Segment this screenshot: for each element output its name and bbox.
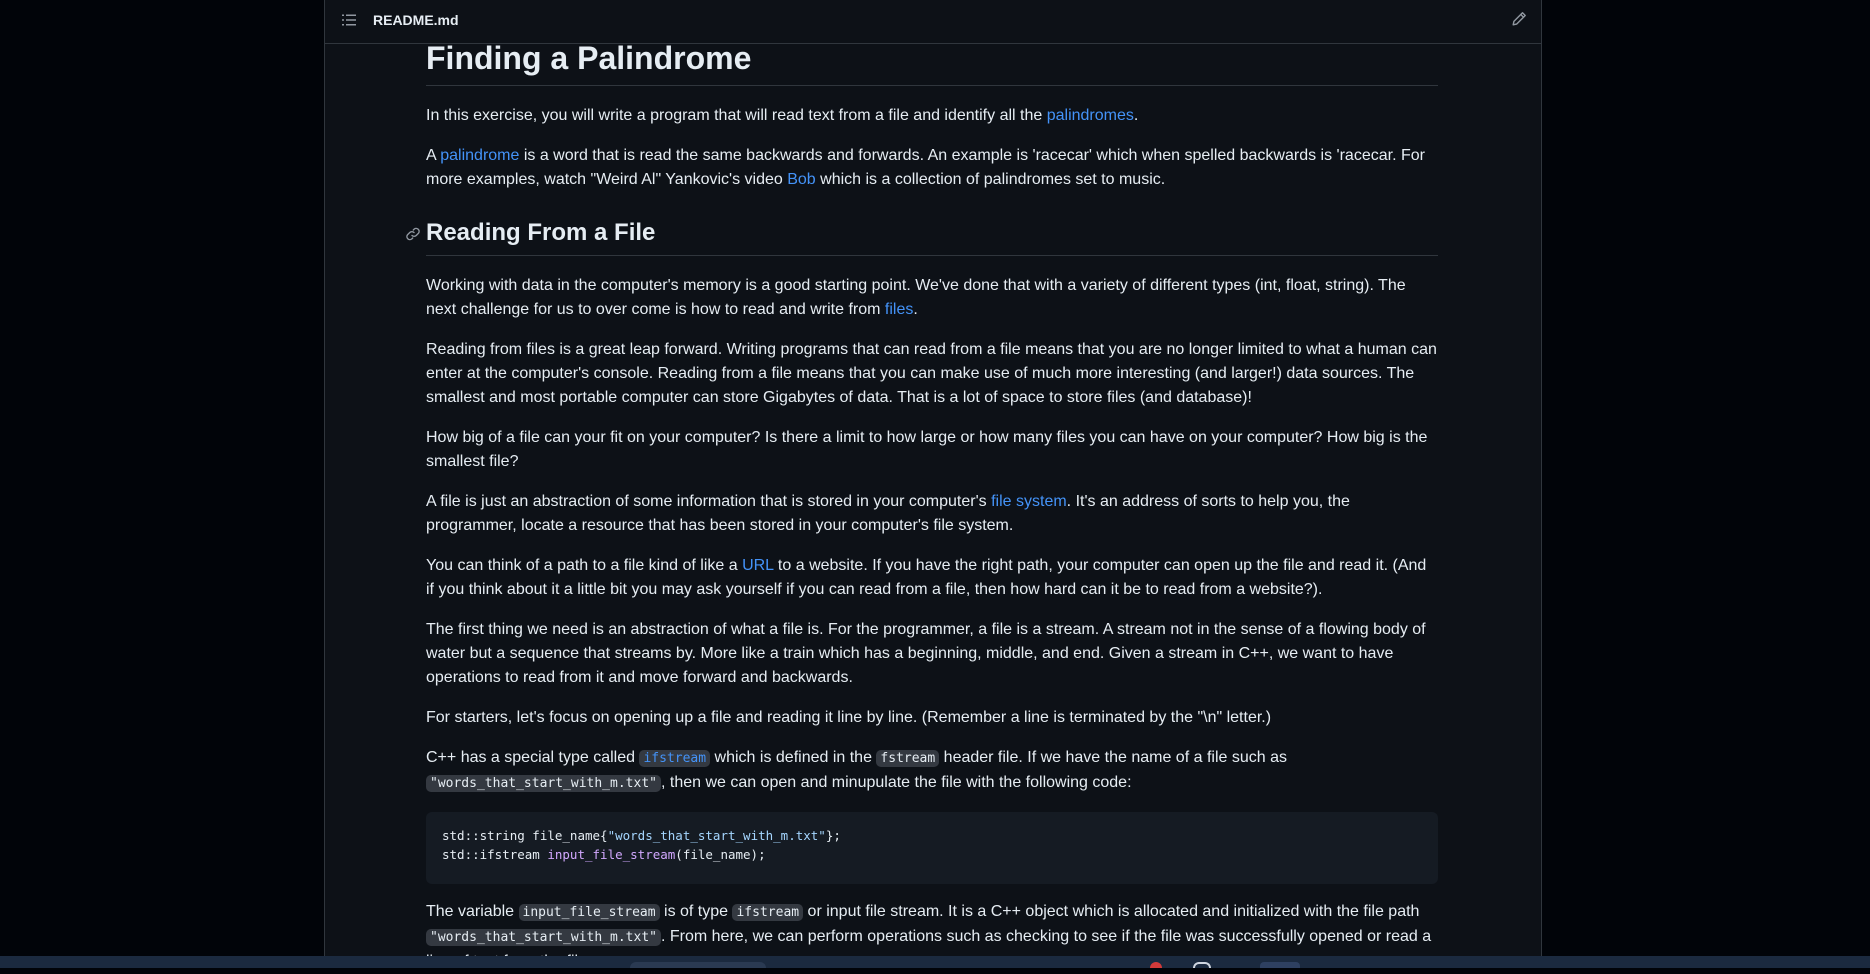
taskbar-search-icon[interactable] bbox=[1193, 962, 1211, 968]
paragraph-file-abstraction: A file is just an abstraction of some information that is stored in your computer's file system. It's an address of sorts to help you, the programmer, locate a resource that has been stored in your computer's file system. bbox=[426, 493, 1350, 534]
inline-code-filename: "words_that_start_with_m.txt" bbox=[426, 775, 661, 792]
paragraph-reading-from-files: Reading from files is a great leap forward. Writing programs that can read from a file means that you are no longer limited to what a human can enter at the computer's console. Reading from a file means that you can make use of much more interesting (and larger!) data sources. The smallest and most portable computer can store Gigabytes of data. That is a lot of space to store files (and database)! bbox=[426, 341, 1437, 406]
paragraph-working-with-data: Working with data in the computer's memory is a good starting point. We've done that with a variety of different types (int, float, string). The next challenge for us to over come is how to read and write from files. bbox=[426, 277, 1406, 318]
paragraph-palindrome-definition: A palindrome is a word that is read the same backwards and forwards. An example is 'racecar' which when spelled backwards is 'racecar. For more examples, watch "Weird Al" Yankovic's video Bob which is a collection of palindromes set to music. bbox=[426, 147, 1425, 188]
file-name: README.md bbox=[373, 12, 459, 28]
paragraph-path-url: You can think of a path to a file kind of like a URL to a website. If you have the right path, your computer can open up the file and read it. (And if you think about it a little bit you may ask yourself if you can read from a file, then how hard can it be to read from a website?). bbox=[426, 557, 1427, 598]
paragraph-intro: In this exercise, you will write a program that will read text from a file and identify all the palindromes. bbox=[426, 107, 1139, 124]
taskbar bbox=[0, 956, 1870, 968]
inline-code-ifstream-2: ifstream bbox=[732, 904, 803, 921]
code-block[interactable]: std::string file_name{"words_that_start_with_m.txt"}; std::ifstream input_file_stream(file_name); bbox=[426, 812, 1438, 884]
paragraph-how-big: How big of a file can your fit on your computer? Is there a limit to how large or how many files you can have on your computer? How big is the smallest file? bbox=[426, 429, 1428, 470]
list-unordered-icon[interactable] bbox=[341, 12, 357, 28]
paragraph-ifstream: C++ has a special type called ifstream which is defined in the fstream header file. If we have the name of a file such as "words_that_start_with_m.txt" , then we can open and minupulate the file with the following code: bbox=[426, 749, 1287, 791]
pencil-icon[interactable] bbox=[1511, 11, 1527, 27]
inline-code-filename-2: "words_that_start_with_m.txt" bbox=[426, 929, 661, 946]
inline-code-fstream: fstream bbox=[876, 750, 939, 767]
taskbar-search-box[interactable] bbox=[630, 962, 766, 968]
link-icon[interactable] bbox=[405, 226, 421, 242]
paragraph-input-file-stream: The variable input_file_stream is of type ifstream or input file stream. It is a C++ object which is allocated and initialized with the file path "words_that_start_with_m.txt" . From here, we can perform operations such as checking to see if the file was successfully opened or read a bbox=[426, 903, 1432, 945]
palindrome-link[interactable]: palindrome bbox=[440, 147, 520, 164]
url-link[interactable]: URL bbox=[742, 557, 774, 574]
file-system-link[interactable]: file system bbox=[991, 493, 1067, 510]
taskbar-active-app[interactable] bbox=[1260, 962, 1300, 968]
paragraph-starters: For starters, let's focus on opening up a file and reading it line by line. (Remember a line is terminated by the "\n" letter.) bbox=[426, 709, 1272, 726]
taskbar-app-icon[interactable] bbox=[1150, 962, 1162, 968]
bob-video-link[interactable]: Bob bbox=[787, 171, 816, 188]
page-title: Finding a Palindrome bbox=[426, 40, 1438, 86]
files-link[interactable]: files bbox=[884, 301, 914, 318]
inline-code-ifstream[interactable]: ifstream bbox=[639, 750, 710, 767]
inline-code-input-file-stream: input_file_stream bbox=[519, 904, 660, 921]
section-heading-reading-from-file: Reading From a File bbox=[426, 218, 1438, 256]
paragraph-stream: The first thing we need is an abstraction of what a file is. For the programmer, a file is a stream. A stream not in the sense of a flowing body of water but a sequence that streams by. More like a train which has a beginning, middle, and end. Given a stream in C++, we want to have operations to read from it and move forward and backwards. bbox=[426, 621, 1426, 686]
palindromes-link[interactable]: palindromes bbox=[1046, 107, 1134, 124]
readme-panel bbox=[324, 0, 1542, 958]
file-header bbox=[325, 0, 1541, 44]
readme-article bbox=[426, 40, 1438, 974]
